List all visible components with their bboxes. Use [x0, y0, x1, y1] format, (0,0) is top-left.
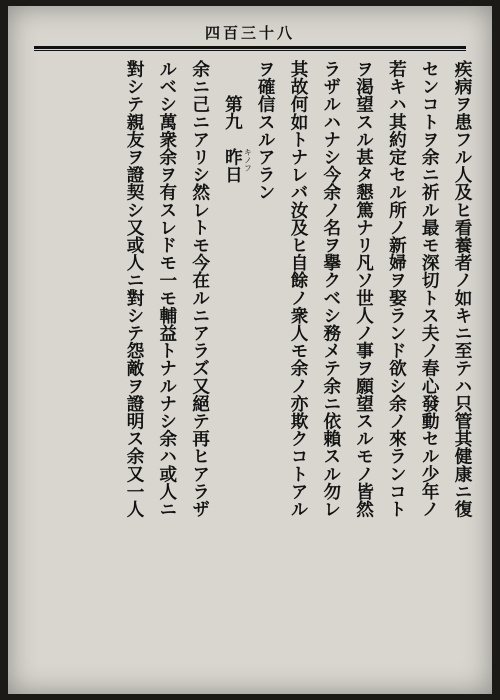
text-column-10: ルベシ萬衆余ヲ有スレドモ一モ輔益トナルナシ余ハ或人ニ — [156, 60, 178, 518]
text-column-2: センコトヲ余ニ祈ル最モ深切トス夫ノ春心發動セル少年ノ — [419, 60, 441, 518]
text-column-1: 疾病ヲ患フル人及ヒ看養者ノ如キニ至テハ只管其健康ニ復 — [452, 60, 473, 518]
text-column-6: 其故何如トナレバ汝及ヒ自餘ノ衆人モ余ノ亦欺クコトアル — [288, 60, 310, 518]
vertical-text-body — [117, 60, 478, 680]
text-column-4: ヲ渇望スル甚タ懇篤ナリ凡ソ世人ノ事ヲ願望スルモノ皆然 — [353, 60, 375, 518]
header-rule-inner — [34, 50, 466, 51]
text-column-5: ラザルハナシ今余ノ名ヲ擧クベシ務メテ余ニ依賴スル勿レ — [320, 60, 342, 518]
text-column-9: 余ニ己ニアリシ然レトモ今在ルニアラズ又絕テ再ヒアラザ — [189, 60, 211, 518]
chapter-number: 第九 — [222, 95, 244, 131]
book-page — [8, 6, 492, 694]
chapter-title-reading: キノフ — [243, 147, 253, 172]
header-rule — [34, 46, 466, 49]
text-column-11: 對シテ親友ヲ證契シ又或人ニ對シテ怨敵ヲ證明ス余又一人 — [124, 60, 146, 518]
chapter-heading — [216, 60, 253, 680]
text-column-7: ヲ確信スルアラン — [255, 60, 277, 201]
page-number: 四百三十八 — [204, 24, 296, 42]
text-column-3: 若キハ其約定セル所ノ新婦ヲ娶ランド欲シ余ノ來ランコト — [386, 60, 408, 518]
chapter-title-wrap — [222, 147, 253, 184]
chapter-title: 昨日 — [222, 147, 244, 184]
